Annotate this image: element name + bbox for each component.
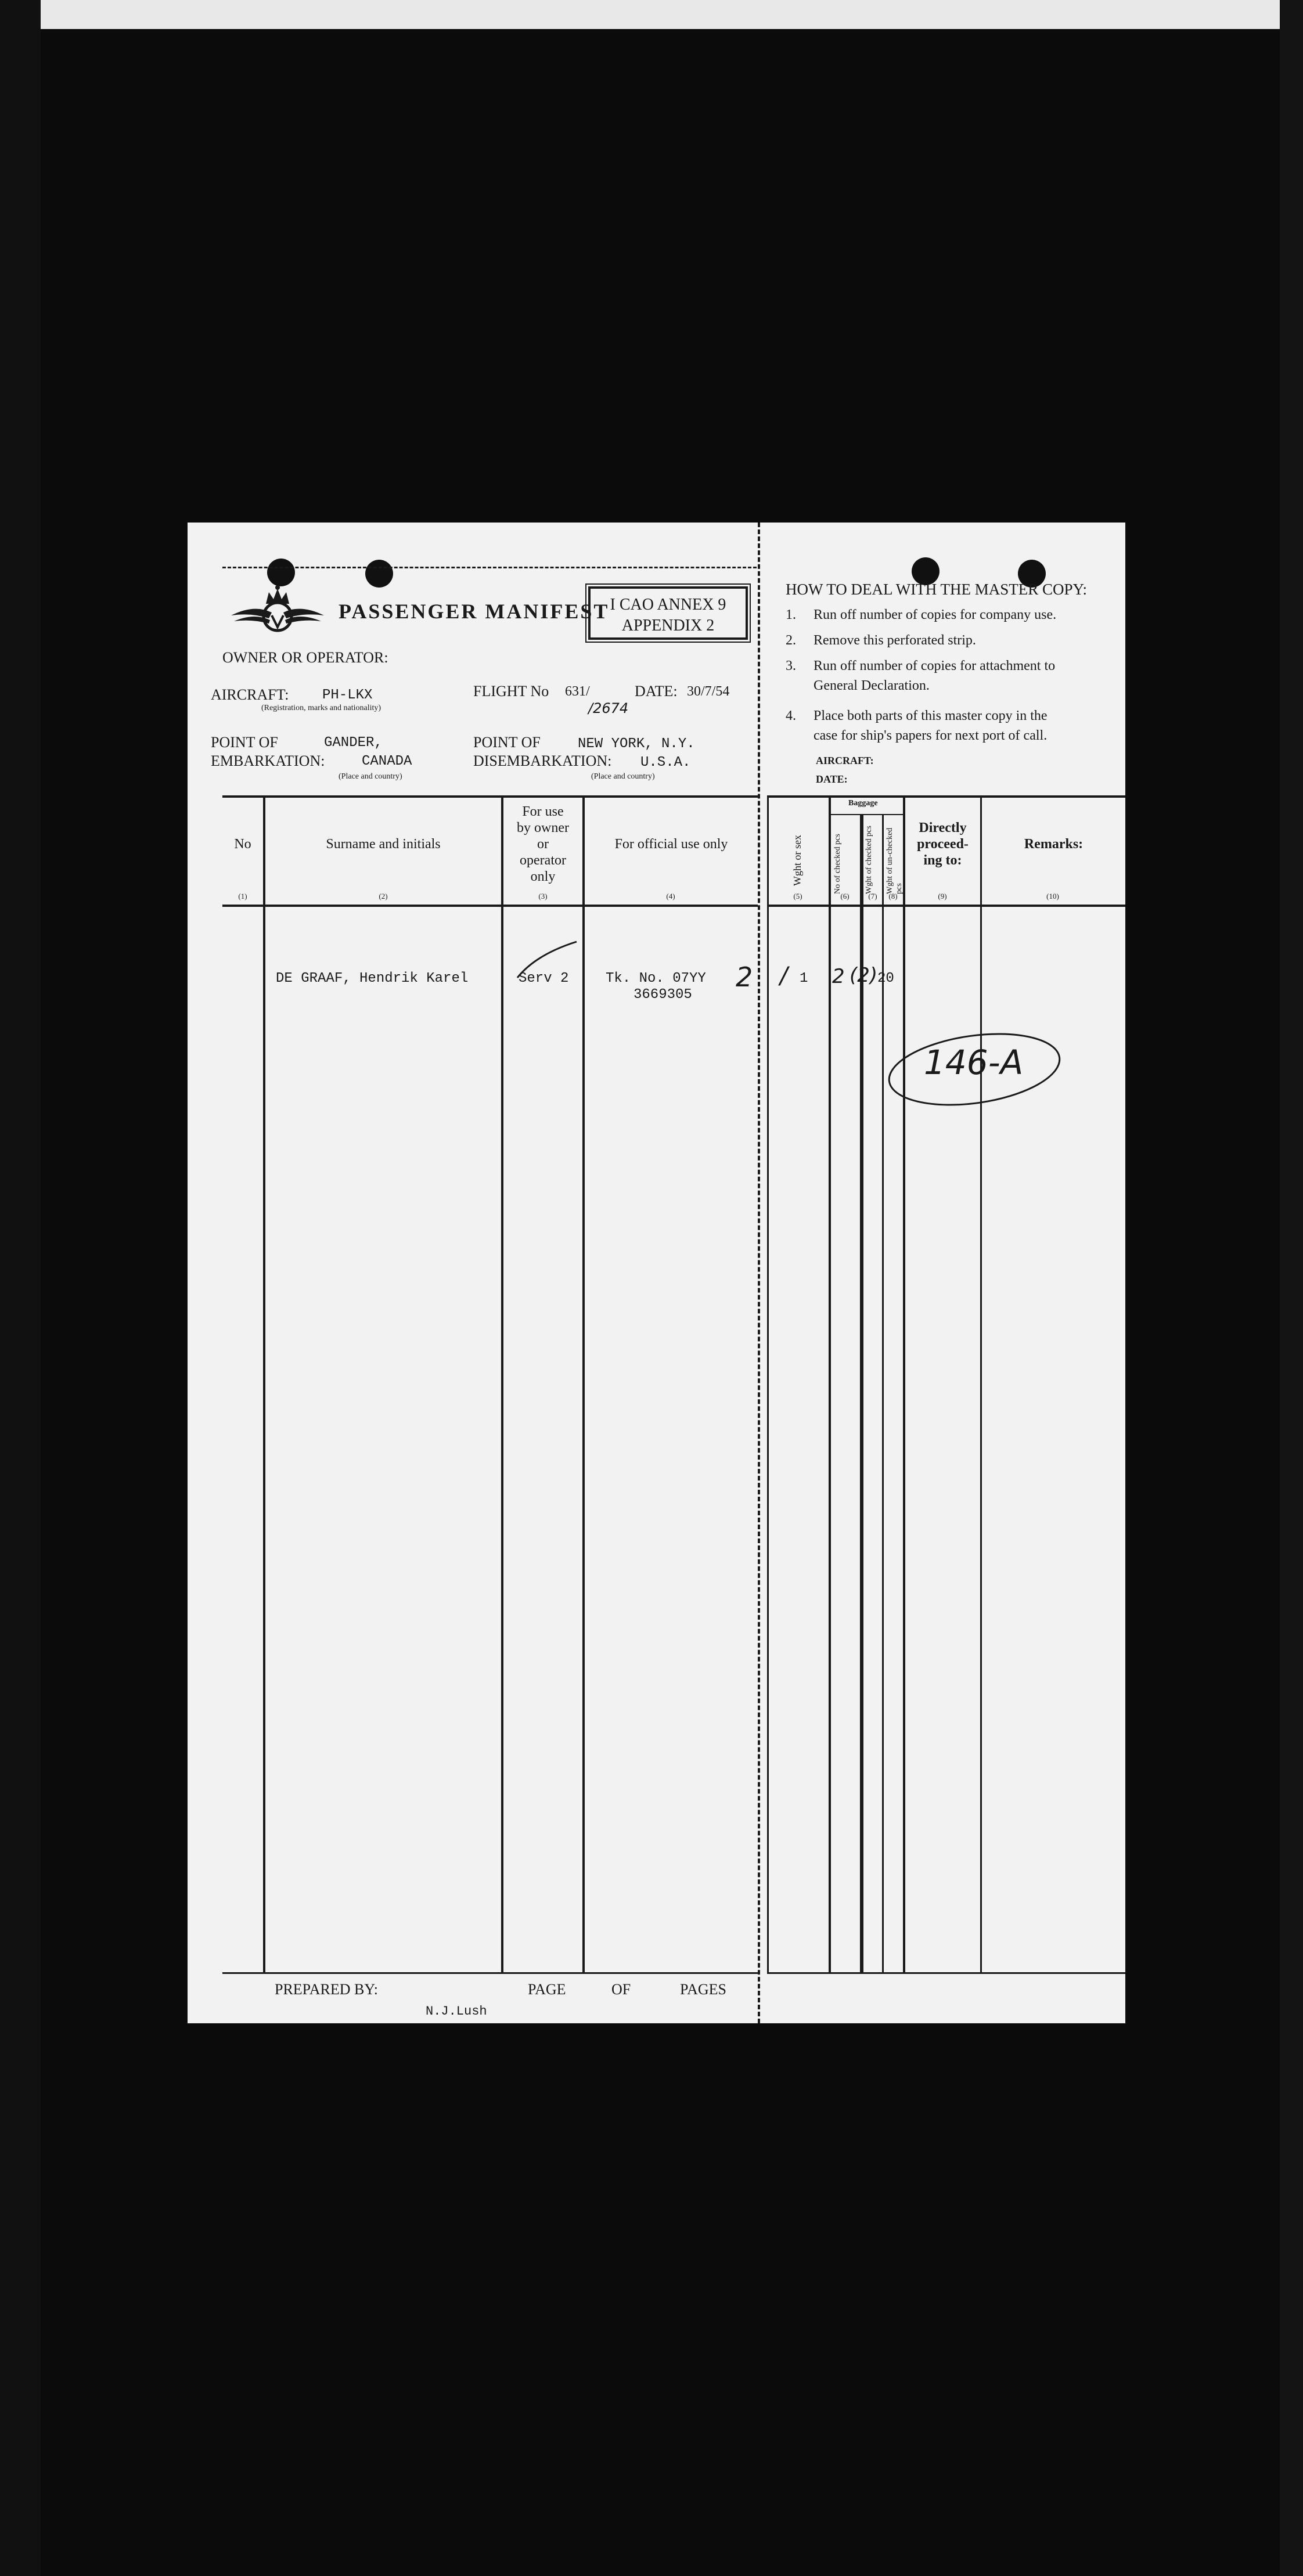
owner-use-line-4: operator bbox=[520, 853, 566, 868]
embarkation-value-2: CANADA bbox=[362, 754, 412, 769]
disembarkation-label-2: DISEMBARKATION: bbox=[473, 752, 612, 769]
col-rule-1 bbox=[263, 797, 265, 1974]
col-header-pcs: No of checked pcs bbox=[833, 834, 842, 894]
annex-line-2: APPENDIX 2 bbox=[621, 617, 715, 635]
col-rule-9 bbox=[980, 797, 982, 1974]
table-top-rule-left bbox=[222, 795, 758, 798]
owner-use-line-2: by owner bbox=[517, 820, 569, 835]
pages-label: PAGES bbox=[680, 1981, 726, 1998]
owner-use-line-1: For use bbox=[522, 804, 564, 819]
col-rule-4 bbox=[767, 797, 769, 1974]
col-rule-7 bbox=[882, 815, 884, 1974]
col-header-directly bbox=[905, 820, 980, 869]
handwritten-reference: 146-A bbox=[924, 1043, 1024, 1082]
perforation-top bbox=[222, 567, 757, 568]
table-bottom-rule-right bbox=[767, 1972, 1125, 1974]
punch-hole bbox=[365, 560, 393, 588]
table-header-rule-right bbox=[767, 905, 1125, 907]
col-header-baggage: Baggage bbox=[848, 799, 878, 808]
of-label: OF bbox=[611, 1981, 631, 1998]
scan-frame-left bbox=[0, 0, 41, 2576]
instruction-text-3: Run off number of copies for attachment to bbox=[814, 658, 1056, 673]
passenger-weight: 2 bbox=[736, 961, 753, 993]
passenger-surname: DE GRAAF, Hendrik Karel bbox=[276, 971, 469, 986]
instruction-text-4: Place both parts of this master copy in the bbox=[814, 708, 1048, 723]
col-header-weight: Wght or sex bbox=[791, 835, 803, 886]
icao-annex-box bbox=[588, 586, 748, 640]
col-num-5: (5) bbox=[793, 892, 802, 900]
col-header-remarks: Remarks: bbox=[1024, 837, 1084, 852]
embarkation-label-1: POINT OF bbox=[211, 734, 278, 751]
disembarkation-note: (Place and country) bbox=[591, 772, 655, 781]
instruction-num-1: 1. bbox=[786, 607, 796, 622]
embarkation-value-1: GANDER, bbox=[324, 735, 383, 751]
instruction-num-4: 4. bbox=[786, 708, 796, 723]
col-header-surname: Surname and initials bbox=[326, 837, 441, 852]
perforation-line bbox=[758, 523, 760, 2023]
instruction-text-1: Run off number of copies for company use. bbox=[814, 607, 1057, 622]
owner-use-line-3: or bbox=[537, 837, 549, 852]
date-label: DATE: bbox=[635, 683, 678, 700]
directly-line-1: Directly bbox=[919, 820, 967, 835]
col-num-9: (9) bbox=[938, 892, 947, 900]
col-header-wght-unchecked: Wght of un-checked pcs bbox=[886, 827, 904, 894]
instruction-text-3b: General Declaration. bbox=[814, 678, 930, 693]
directly-line-3: ing to: bbox=[923, 853, 962, 868]
prepared-by-value: N.J.Lush bbox=[426, 2004, 487, 2019]
col-num-8: (8) bbox=[888, 892, 898, 900]
col-num-1: (1) bbox=[238, 892, 247, 900]
passenger-ticket-number: Tk. No. 07YY bbox=[606, 971, 706, 986]
scan-frame-top bbox=[0, 0, 1303, 29]
page-label: PAGE bbox=[528, 1981, 566, 1998]
passenger-directly: 20 bbox=[877, 971, 894, 986]
col-num-3: (3) bbox=[538, 892, 548, 900]
form-title: PASSENGER MANIFEST bbox=[339, 600, 610, 623]
baggage-rule bbox=[829, 814, 903, 815]
instructions-date-label: DATE: bbox=[816, 773, 848, 785]
table-header-rule-left bbox=[222, 905, 758, 907]
directly-line-2: proceed- bbox=[917, 837, 969, 852]
col-header-wght-checked: Wght of checked pcs bbox=[865, 826, 873, 894]
col-num-6: (6) bbox=[840, 892, 850, 900]
scan-frame-right bbox=[1280, 0, 1303, 2576]
embarkation-label-2: EMBARKATION: bbox=[211, 752, 325, 769]
instructions-heading: HOW TO DEAL WITH THE MASTER COPY: bbox=[786, 581, 1088, 598]
table-top-rule-right bbox=[767, 795, 1125, 798]
flight-value-handwritten: /2674 bbox=[588, 700, 629, 716]
aircraft-note: (Registration, marks and nationality) bbox=[261, 704, 381, 712]
col-num-7: (7) bbox=[868, 892, 877, 900]
embarkation-note: (Place and country) bbox=[339, 772, 402, 781]
prepared-by-label: PREPARED BY: bbox=[275, 1981, 378, 1998]
aircraft-value: PH-LKX bbox=[322, 687, 373, 703]
airline-crown-logo bbox=[228, 581, 327, 644]
col-header-official: For official use only bbox=[614, 837, 728, 852]
manifest-sheet bbox=[188, 523, 1125, 2023]
flight-value: 631/ bbox=[565, 684, 590, 699]
instruction-num-3: 3. bbox=[786, 658, 796, 673]
col-header-owner-use bbox=[503, 804, 582, 885]
col-rule-8 bbox=[903, 797, 905, 1974]
instruction-num-2: 2. bbox=[786, 633, 796, 648]
passenger-wght-unchecked: (2) bbox=[850, 964, 878, 987]
table-bottom-rule-left bbox=[222, 1972, 758, 1974]
passenger-mark-slash: / bbox=[780, 963, 788, 989]
annex-line-1: I CAO ANNEX 9 bbox=[610, 596, 726, 614]
disembarkation-value-2: U.S.A. bbox=[640, 755, 691, 770]
flight-label: FLIGHT No bbox=[473, 683, 549, 700]
passenger-wght-checked: 2 bbox=[832, 965, 845, 988]
col-num-10: (10) bbox=[1046, 892, 1059, 900]
owner-label: OWNER OR OPERATOR: bbox=[222, 649, 388, 666]
date-value: 30/7/54 bbox=[687, 684, 730, 699]
aircraft-label: AIRCRAFT: bbox=[211, 686, 289, 703]
owner-use-line-5: only bbox=[530, 869, 556, 884]
instructions-aircraft-label: AIRCRAFT: bbox=[816, 755, 874, 766]
disembarkation-label-1: POINT OF bbox=[473, 734, 541, 751]
passenger-pcs: 1 bbox=[800, 971, 808, 986]
col-num-4: (4) bbox=[666, 892, 675, 900]
passenger-owner-use: Serv 2 bbox=[519, 971, 569, 986]
instruction-text-4b: case for ship's papers for next port of call. bbox=[814, 728, 1048, 743]
instruction-text-2: Remove this perforated strip. bbox=[814, 633, 976, 648]
col-rule-2 bbox=[501, 797, 503, 1974]
disembarkation-value-1: NEW YORK, N.Y. bbox=[578, 736, 695, 752]
col-header-no: No bbox=[234, 837, 251, 852]
passenger-ticket-number-2: 3669305 bbox=[633, 987, 692, 1003]
col-rule-6 bbox=[860, 815, 863, 1974]
col-rule-3 bbox=[582, 797, 585, 1974]
col-rule-5 bbox=[829, 797, 831, 1974]
col-num-2: (2) bbox=[379, 892, 388, 900]
